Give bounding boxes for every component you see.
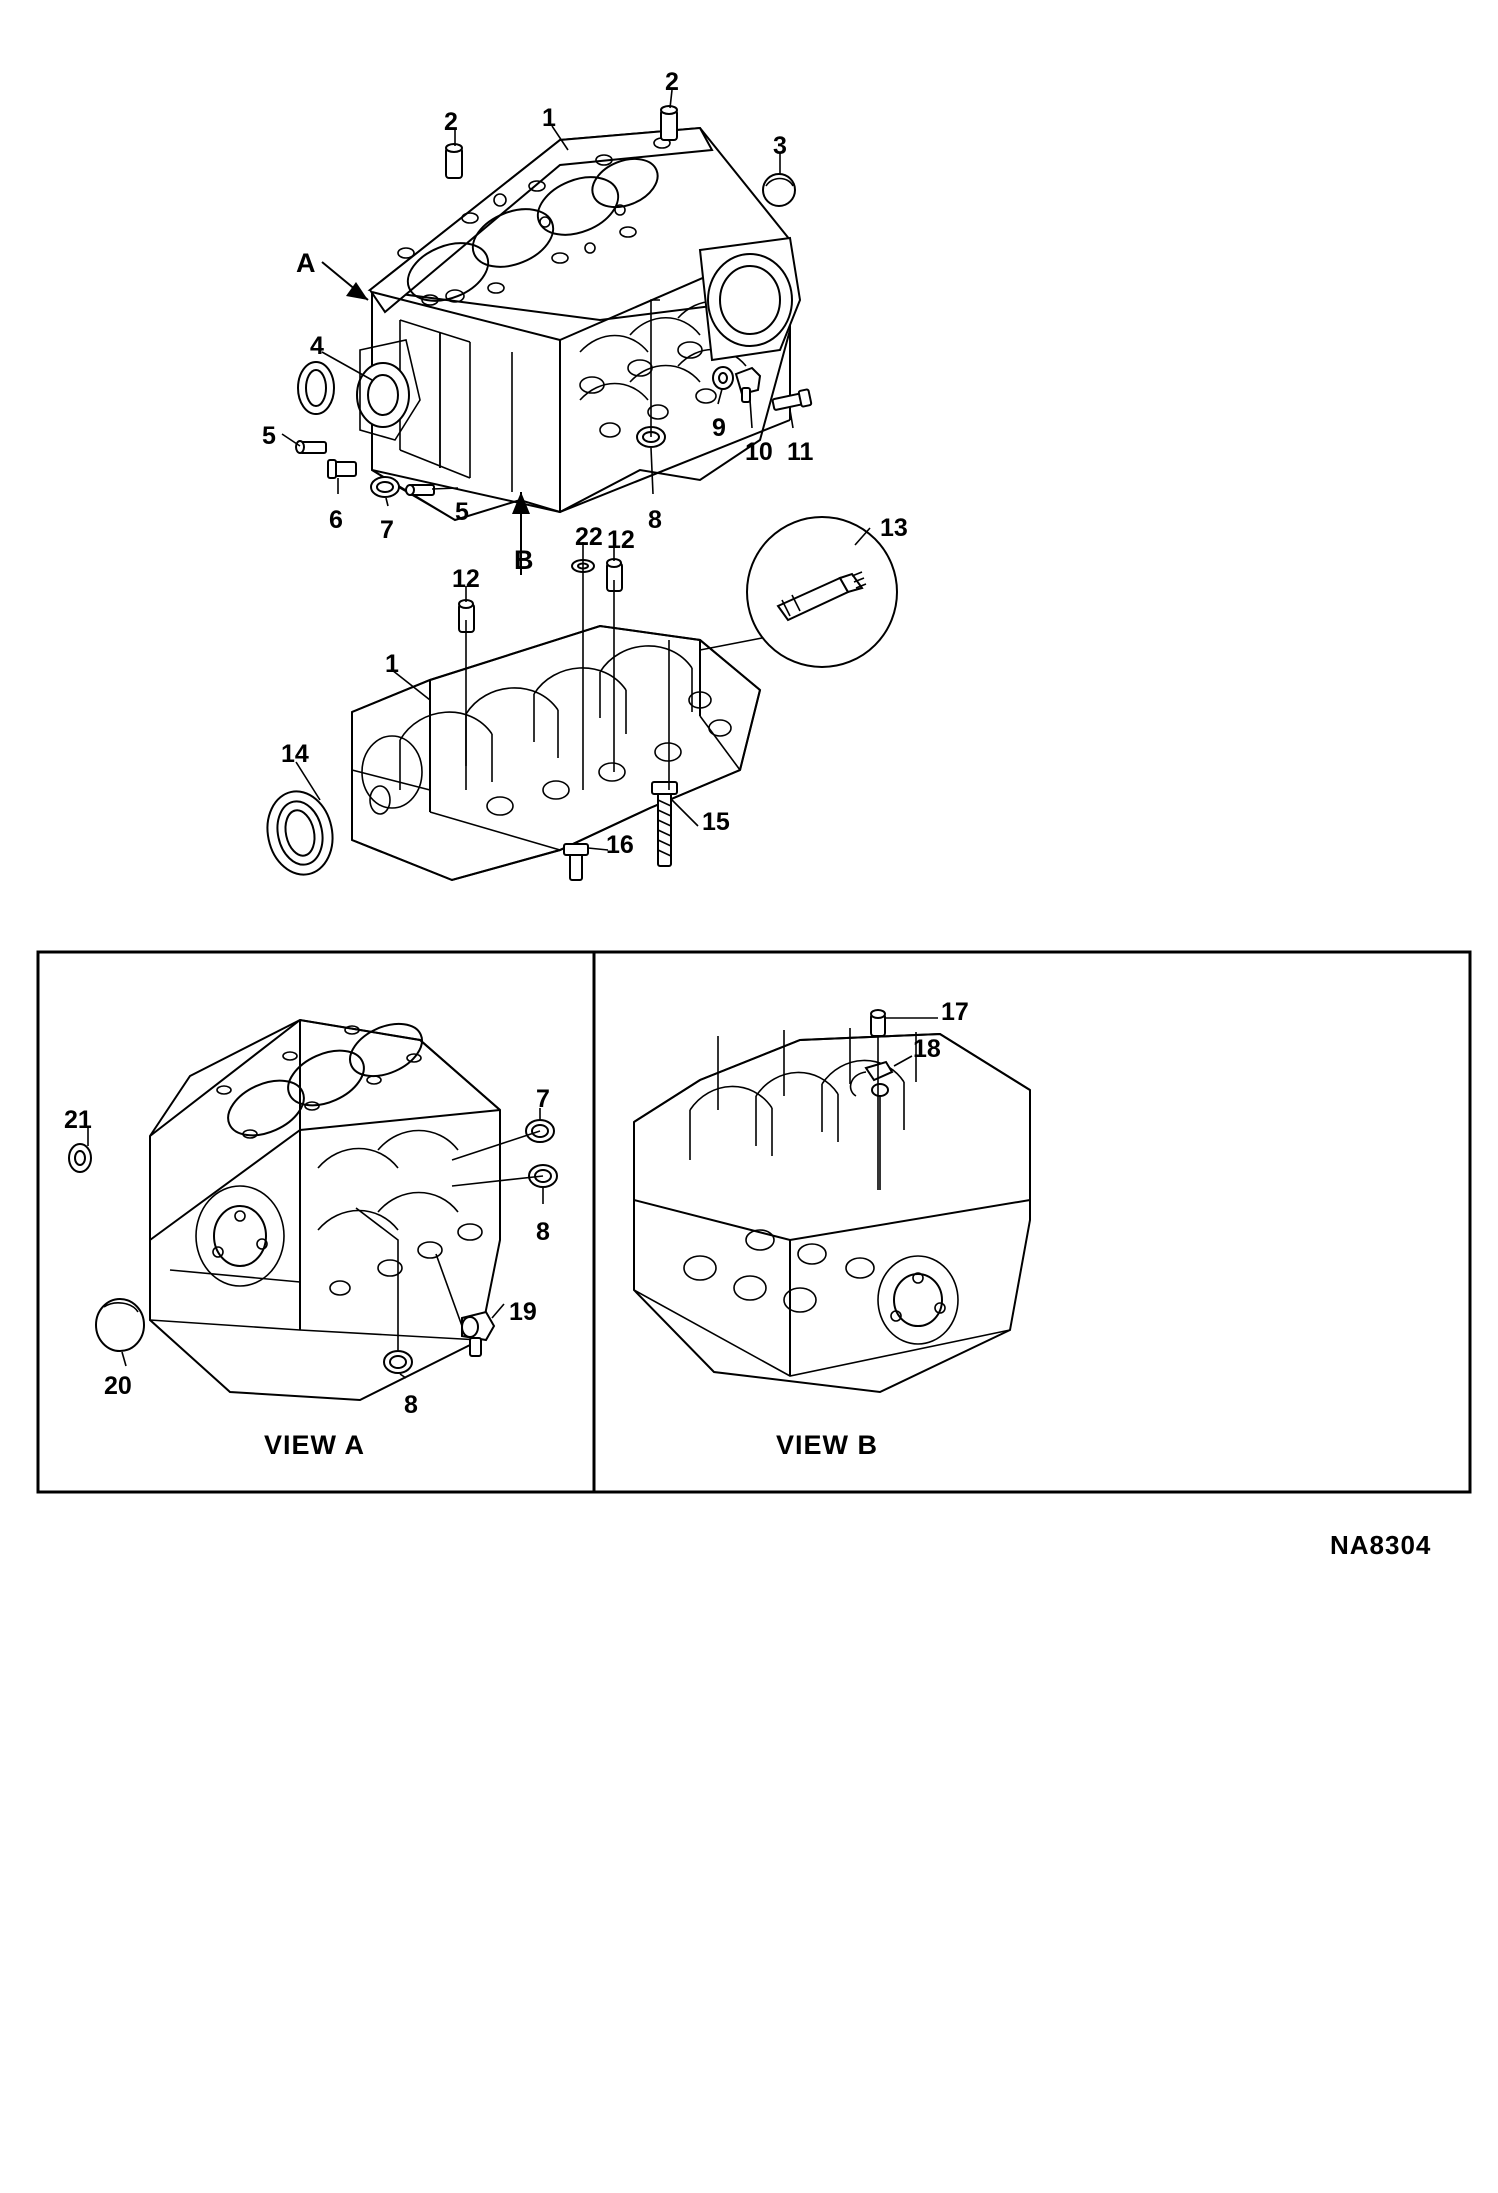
callout-1-top: 1: [542, 104, 556, 132]
callout-5-right: 5: [455, 498, 469, 526]
short-bolt-16: [564, 844, 588, 880]
callout-1-lower: 1: [385, 650, 399, 678]
oring-8-view-a-lower: [384, 1351, 412, 1373]
callout-12-right: 12: [607, 526, 635, 554]
section-arrow-a: [322, 262, 368, 300]
dowel-pin-top-left: [446, 144, 462, 178]
oil-jet-18: [851, 1062, 892, 1096]
seal-ring-4: [298, 362, 334, 414]
callout-16: 16: [606, 831, 634, 859]
plug-21: [69, 1144, 91, 1172]
view-a-illustration: [69, 1014, 557, 1400]
callout-7: 7: [380, 516, 394, 544]
callout-3: 3: [773, 132, 787, 160]
callout-18: 18: [913, 1035, 941, 1063]
callout-8-view-a: 8: [536, 1218, 550, 1246]
callout-10: 10: [745, 438, 773, 466]
core-plug-3: [763, 174, 795, 206]
bolt-6: [328, 460, 356, 478]
view-b-illustration: [634, 1010, 1030, 1392]
callout-14: 14: [281, 740, 309, 768]
callout-13: 13: [880, 514, 908, 542]
callout-7-view-a: 7: [536, 1085, 550, 1113]
callout-19: 19: [509, 1298, 537, 1326]
pin-5-left: [296, 441, 326, 453]
callout-2-top-left: 2: [444, 108, 458, 136]
view-a-label: VIEW A: [264, 1430, 366, 1460]
sealant-detail-13: [700, 517, 897, 667]
rear-seal-14: [260, 785, 340, 880]
long-bolt-15: [652, 782, 677, 866]
drawing-part-number: NA8304: [1330, 1530, 1432, 1560]
callout-22: 22: [575, 523, 603, 551]
pin-5-right: [406, 485, 434, 495]
stud-11: [772, 389, 811, 410]
callout-11: 11: [787, 438, 814, 466]
callout-17: 17: [941, 998, 969, 1026]
callout-8-view-a-lower: 8: [404, 1391, 418, 1419]
cylinder-block-upper: [282, 90, 812, 575]
fitting-10: [736, 368, 760, 402]
callout-4: 4: [310, 332, 324, 360]
dowel-pin-top-right: [661, 106, 677, 140]
callout-20: 20: [104, 1372, 132, 1400]
cup-plug-20: [96, 1299, 144, 1351]
view-b-label: VIEW B: [776, 1430, 879, 1460]
fitting-19: [462, 1312, 494, 1356]
section-letter-a: A: [296, 248, 316, 278]
oring-7: [371, 477, 399, 497]
washer-9: [713, 367, 733, 389]
callout-12-left: 12: [452, 565, 480, 593]
cylinder-block-lower: [260, 542, 760, 881]
callout-6: 6: [329, 506, 343, 534]
callout-2-top-right: 2: [665, 68, 679, 96]
callout-8-upper: 8: [648, 506, 662, 534]
callout-9: 9: [712, 414, 726, 442]
callout-21: 21: [64, 1106, 92, 1134]
dowel-17: [871, 1010, 885, 1036]
section-letter-b: B: [514, 545, 534, 575]
callout-5-left: 5: [262, 422, 276, 450]
callout-15: 15: [702, 808, 730, 836]
